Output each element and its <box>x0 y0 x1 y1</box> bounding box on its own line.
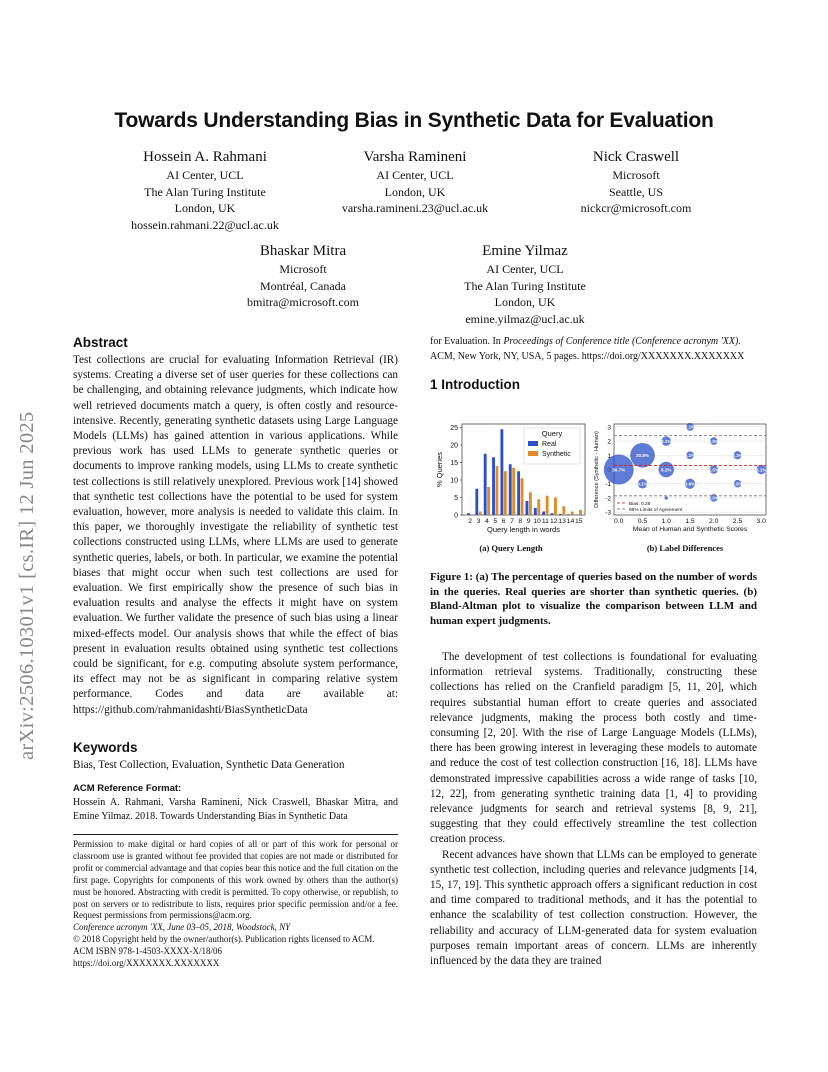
y-tick-label: 3 <box>607 424 611 432</box>
bar-synthetic <box>504 471 507 515</box>
x-axis-label: Mean of Human and Synthetic Scores <box>632 526 748 533</box>
keywords-section <box>73 740 398 773</box>
bar-synthetic <box>571 512 574 516</box>
bar-synthetic <box>512 468 515 515</box>
query-length-chart <box>430 418 592 540</box>
author-email: emine.yilmaz@ucl.ac.uk <box>465 311 585 326</box>
bubble-label: 8.2% <box>661 467 672 473</box>
x-tick-label: 12 <box>549 518 558 525</box>
legend-label: Synthetic <box>542 451 571 458</box>
y-tick-label: 20 <box>450 442 458 450</box>
author-name: Emine Yilmaz <box>482 243 568 259</box>
conference-line: Conference acronym 'XX, June 03–05, 2018, Woodstock, NY <box>73 922 291 933</box>
bar-real <box>534 508 537 515</box>
bubble-label: 2.1% <box>684 453 696 459</box>
bar-real <box>492 457 495 515</box>
y-tick-label: 1 <box>607 452 611 460</box>
subcaption-a: (a) Query Length <box>479 543 543 553</box>
intro-paragraph-1: The development of test collections is foundational for evaluating information retrieval systems. Traditionally, constructing these collections has relied on the Cranfield paradigm [5, 11, 20], which requires substantial human effort to create queries and associated relevance judgments, making the process both costly and time-consuming [2, 20]. With the rise of Large Language Models (LLMs), there has been growing interest in leveraging these models to automate and reduce the cost of test collection construction [16, 18]. LLMs have demonstrated impressive capabilities across a wide range of tasks [10, 12, 22], from generating synthetic training data [1, 4] to providing relevance judgments for search and retrieval systems [8, 9, 21], suggesting that they could effectively streamline the test collection creation process. <box>430 651 757 846</box>
bar-synthetic <box>579 510 582 515</box>
bar-synthetic <box>496 466 499 515</box>
keywords-text: Bias, Test Collection, Evaluation, Synthetic Data Generation <box>73 759 345 771</box>
bubble-label: 3.6% <box>684 481 696 487</box>
author-affiliation: AI Center, UCL <box>376 168 454 182</box>
x-tick-label: 8 <box>518 518 523 525</box>
author-location: London, UK <box>174 201 236 215</box>
bubble-label: 2.1% <box>684 424 696 430</box>
x-tick-label: 10 <box>533 518 541 525</box>
x-tick-label: 4 <box>485 518 489 525</box>
x-axis-label: Query length in words <box>487 525 560 534</box>
bar-real <box>526 501 529 515</box>
author-email: nickcr@microsoft.com <box>580 201 692 215</box>
y-tick-label: 5 <box>454 495 458 502</box>
bar-synthetic <box>537 499 540 515</box>
author-block-3 <box>531 148 741 217</box>
author-location: Montréal, Canada <box>260 278 346 293</box>
keywords-heading: Keywords <box>73 740 138 755</box>
footnote-divider <box>73 834 398 835</box>
subcaption-b: (b) Label Differences <box>646 543 724 553</box>
author-location: London, UK <box>494 295 556 309</box>
y-tick-label: 2 <box>607 438 611 446</box>
bubble-label: 3.1% <box>756 467 767 473</box>
author-affiliation: AI Center, UCL <box>166 168 244 182</box>
bubble-label: 3.1% <box>661 438 672 444</box>
author-name: Varsha Ramineni <box>363 149 467 165</box>
x-tick-label: 9 <box>526 518 531 525</box>
x-tick-label: 1.5 <box>685 518 695 525</box>
bar-real <box>517 471 520 515</box>
acm-reference-cont-rest: ACM, New York, NY, USA, 5 pages. https://doi.org/XXXXXXX.XXXXXXX <box>430 351 745 362</box>
x-tick-label: 7 <box>510 518 514 525</box>
bar-synthetic <box>487 487 490 515</box>
x-tick-label: 3 <box>476 518 481 525</box>
paper-title: Towards Understanding Bias in Synthetic Data for Evaluation <box>114 109 714 132</box>
x-tick-label: 3.0 <box>756 518 766 525</box>
y-tick-label: 0 <box>454 512 458 520</box>
author-email: hossein.rahmani.22@ucl.ac.uk <box>131 217 279 232</box>
legend-label: Real <box>542 441 557 448</box>
author-email: varsha.ramineni.23@ucl.ac.uk <box>341 201 489 215</box>
x-tick-label: 2.0 <box>709 518 719 525</box>
acm-reference-cont-italic: Proceedings of Conference title (Conference acronym 'XX). <box>503 336 741 347</box>
y-axis-label: Difference (Synthetic - Human) <box>594 431 600 508</box>
permission-notice <box>73 839 398 970</box>
author-block-2 <box>310 148 520 217</box>
bar-synthetic <box>479 512 482 516</box>
y-tick-label: 15 <box>450 460 458 467</box>
bubble-label: 2.3% <box>732 453 743 459</box>
intro-paragraph-2: Recent advances have shown that LLMs can be employed to generate synthetic test collection, including queries and relevance judgments [14, 15, 17, 19]. This synthetic approach offers a significant reduction in cost and time compared to traditional methods, and it has the potential to enhance the scalability of test collection construction. However, the reliability and accuracy of LLM-generated data for system evaluation purposes remain important areas of concern. LLMs are inherently influenced by the data they are trained <box>430 848 757 968</box>
y-tick-label: -1 <box>605 481 611 489</box>
x-tick-label: 2.5 <box>732 518 743 525</box>
author-affiliation: The Alan Turing Institute <box>464 278 586 293</box>
legend-swatch <box>528 441 538 446</box>
legend-swatch <box>528 451 538 456</box>
bubble-label: 20.8% <box>635 453 650 459</box>
copyright-line: © 2018 Copyright held by the owner/author(s). Publication rights licensed to ACM. <box>73 934 375 945</box>
bar-synthetic <box>521 478 524 515</box>
acm-reference-cont-plain: for Evaluation. In <box>430 336 504 347</box>
bar-real <box>559 514 562 515</box>
label-differences-chart <box>590 418 772 540</box>
author-block-5 <box>420 242 630 327</box>
x-tick-label: 14 <box>566 518 575 525</box>
legend-bias-label: Bias: 0.28 <box>629 501 651 507</box>
author-location: London, UK <box>384 184 446 199</box>
introduction-heading: 1 Introduction <box>430 377 520 392</box>
acm-reference-text: Hossein A. Rahmani, Varsha Ramineni, Nick Craswell, Bhaskar Mitra, and Emine Yilmaz. 2018. Towards Understanding Bias in Synthetic Data <box>73 797 398 822</box>
bar-real <box>551 513 554 515</box>
bubble-label: 3.1% <box>637 481 648 487</box>
abstract-text: Test collections are crucial for evaluating Information Retrieval (IR) systems. Creating a diverse set of user queries for these collections can be challenging, and obtaining relevance judgments, which indicate how well retrieved documents match a query, is often costly and resource-intensive. Recently, generating synthetic datasets using Large Language Models (LLMs) has gained attention in various applications. While previous work has used LLMs to generate synthetic queries or documents to improve ranking models, using LLMs to create synthetic test collections is still relatively unexplored. Previous work [14] showed that synthetic test collections have the potential to be used for system evaluation, however, more analysis is needed to validate this claim. In this paper, we thoroughly investigate the reliability of synthetic test collections constructed using LLMs, where LLMs are used to generate synthetic queries, labels, or both. In particular, we examine the potential biases that might occur when such test collections are used for evaluation. We first empirically show the presence of such bias in evaluation results and analyse the effects it might have on system evaluation. We further validate the presence of such bias using a linear mixed-effects model. Our analysis shows that while the effect of bias present in evaluation results obtained using synthetic test collections could be significant, for e.g. computing absolute system performance, its effect may not be as significant in comparing relative system performance. Codes and data are available at: https://github.com/rahmanidashti/BiasSyntheticData <box>73 354 398 716</box>
author-name: Hossein A. Rahmani <box>143 149 267 165</box>
isbn-line: ACM ISBN 978-1-4503-XXXX-X/18/06 <box>73 946 222 957</box>
y-tick-label: -2 <box>605 495 611 503</box>
x-tick-label: 5 <box>493 518 498 525</box>
x-tick-label: 11 <box>541 518 549 525</box>
author-block-4 <box>198 242 408 311</box>
bubble-label: 2.5% <box>708 467 719 473</box>
author-name: Nick Craswell <box>592 149 680 165</box>
arxiv-stamp: arXiv:2506.10301v1 [cs.IR] 12 Jun 2025 <box>16 411 38 760</box>
acm-reference-continued <box>430 334 757 364</box>
author-affiliation: AI Center, UCL <box>486 262 564 276</box>
figure-caption: Figure 1: (a) The percentage of queries based on the number of words in the queries. Real queries are shorter than synthetic queries. (b) Bland-Altman plot to visualize the comparison between LLM and human expert judgments. <box>430 571 757 627</box>
bubble-label: 2.0% <box>708 495 719 501</box>
x-tick-label: 13 <box>558 518 566 525</box>
bar-real <box>500 429 503 515</box>
author-affiliation: The Alan Turing Institute <box>144 184 266 199</box>
y-tick-label: -3 <box>605 509 611 517</box>
x-tick-label: 0.5 <box>637 518 648 525</box>
y-tick-label: 10 <box>450 477 458 485</box>
x-tick-label: 15 <box>575 518 583 525</box>
bar-real <box>475 489 478 515</box>
doi-line: https://doi.org/XXXXXXX.XXXXXXX <box>73 958 220 969</box>
author-block-1 <box>100 148 310 233</box>
abstract-heading: Abstract <box>73 335 128 350</box>
author-location: Seattle, US <box>609 184 663 199</box>
bar-real <box>542 512 545 516</box>
bar-synthetic <box>546 496 549 515</box>
bubble <box>665 496 668 499</box>
author-affiliation: Microsoft <box>612 168 660 182</box>
permission-text: Permission to make digital or hard copies of all or part of this work for personal or classroom use is granted without fee provided that copies are not made or distributed for profit or commercial advantage and that copies bear this notice and the full citation on the first page. Copyrights for components of this work owned by others than the author(s) must be honored. Abstracting with credit is permitted. To copy otherwise, or republish, to post on servers or to redistribute to lists, requires prior specific permission and/or a fee. Request permissions from permissions@acm.org. <box>73 839 398 921</box>
author-email: bmitra@microsoft.com <box>246 295 360 309</box>
legend-title: Query <box>541 429 563 438</box>
bubble-label: 2.0% <box>708 438 719 444</box>
acm-reference-heading: ACM Reference Format: <box>73 783 182 794</box>
bar-synthetic <box>554 498 557 516</box>
bar-real <box>484 454 487 515</box>
bar-synthetic <box>529 492 532 515</box>
bubble-label: 2.0% <box>732 481 743 487</box>
x-tick-label: 0.0 <box>614 518 624 525</box>
legend-limits-label: 95% Limits of Agreement <box>629 507 683 513</box>
bar-real <box>567 514 570 515</box>
acm-reference <box>73 783 398 823</box>
bar-synthetic <box>562 506 565 515</box>
y-axis-label: % Queries <box>435 451 444 488</box>
introduction-body <box>430 650 757 969</box>
x-tick-label: 2 <box>468 518 473 525</box>
y-tick-label: 25 <box>450 425 458 432</box>
x-tick-label: 1.0 <box>661 518 671 525</box>
bar-real <box>509 464 512 515</box>
bar-real <box>467 513 470 515</box>
author-name: Bhaskar Mitra <box>259 243 347 259</box>
bubble-label: 30.7% <box>612 467 626 473</box>
x-tick-label: 6 <box>501 518 506 525</box>
abstract-section <box>73 335 398 718</box>
author-affiliation: Microsoft <box>279 262 327 276</box>
